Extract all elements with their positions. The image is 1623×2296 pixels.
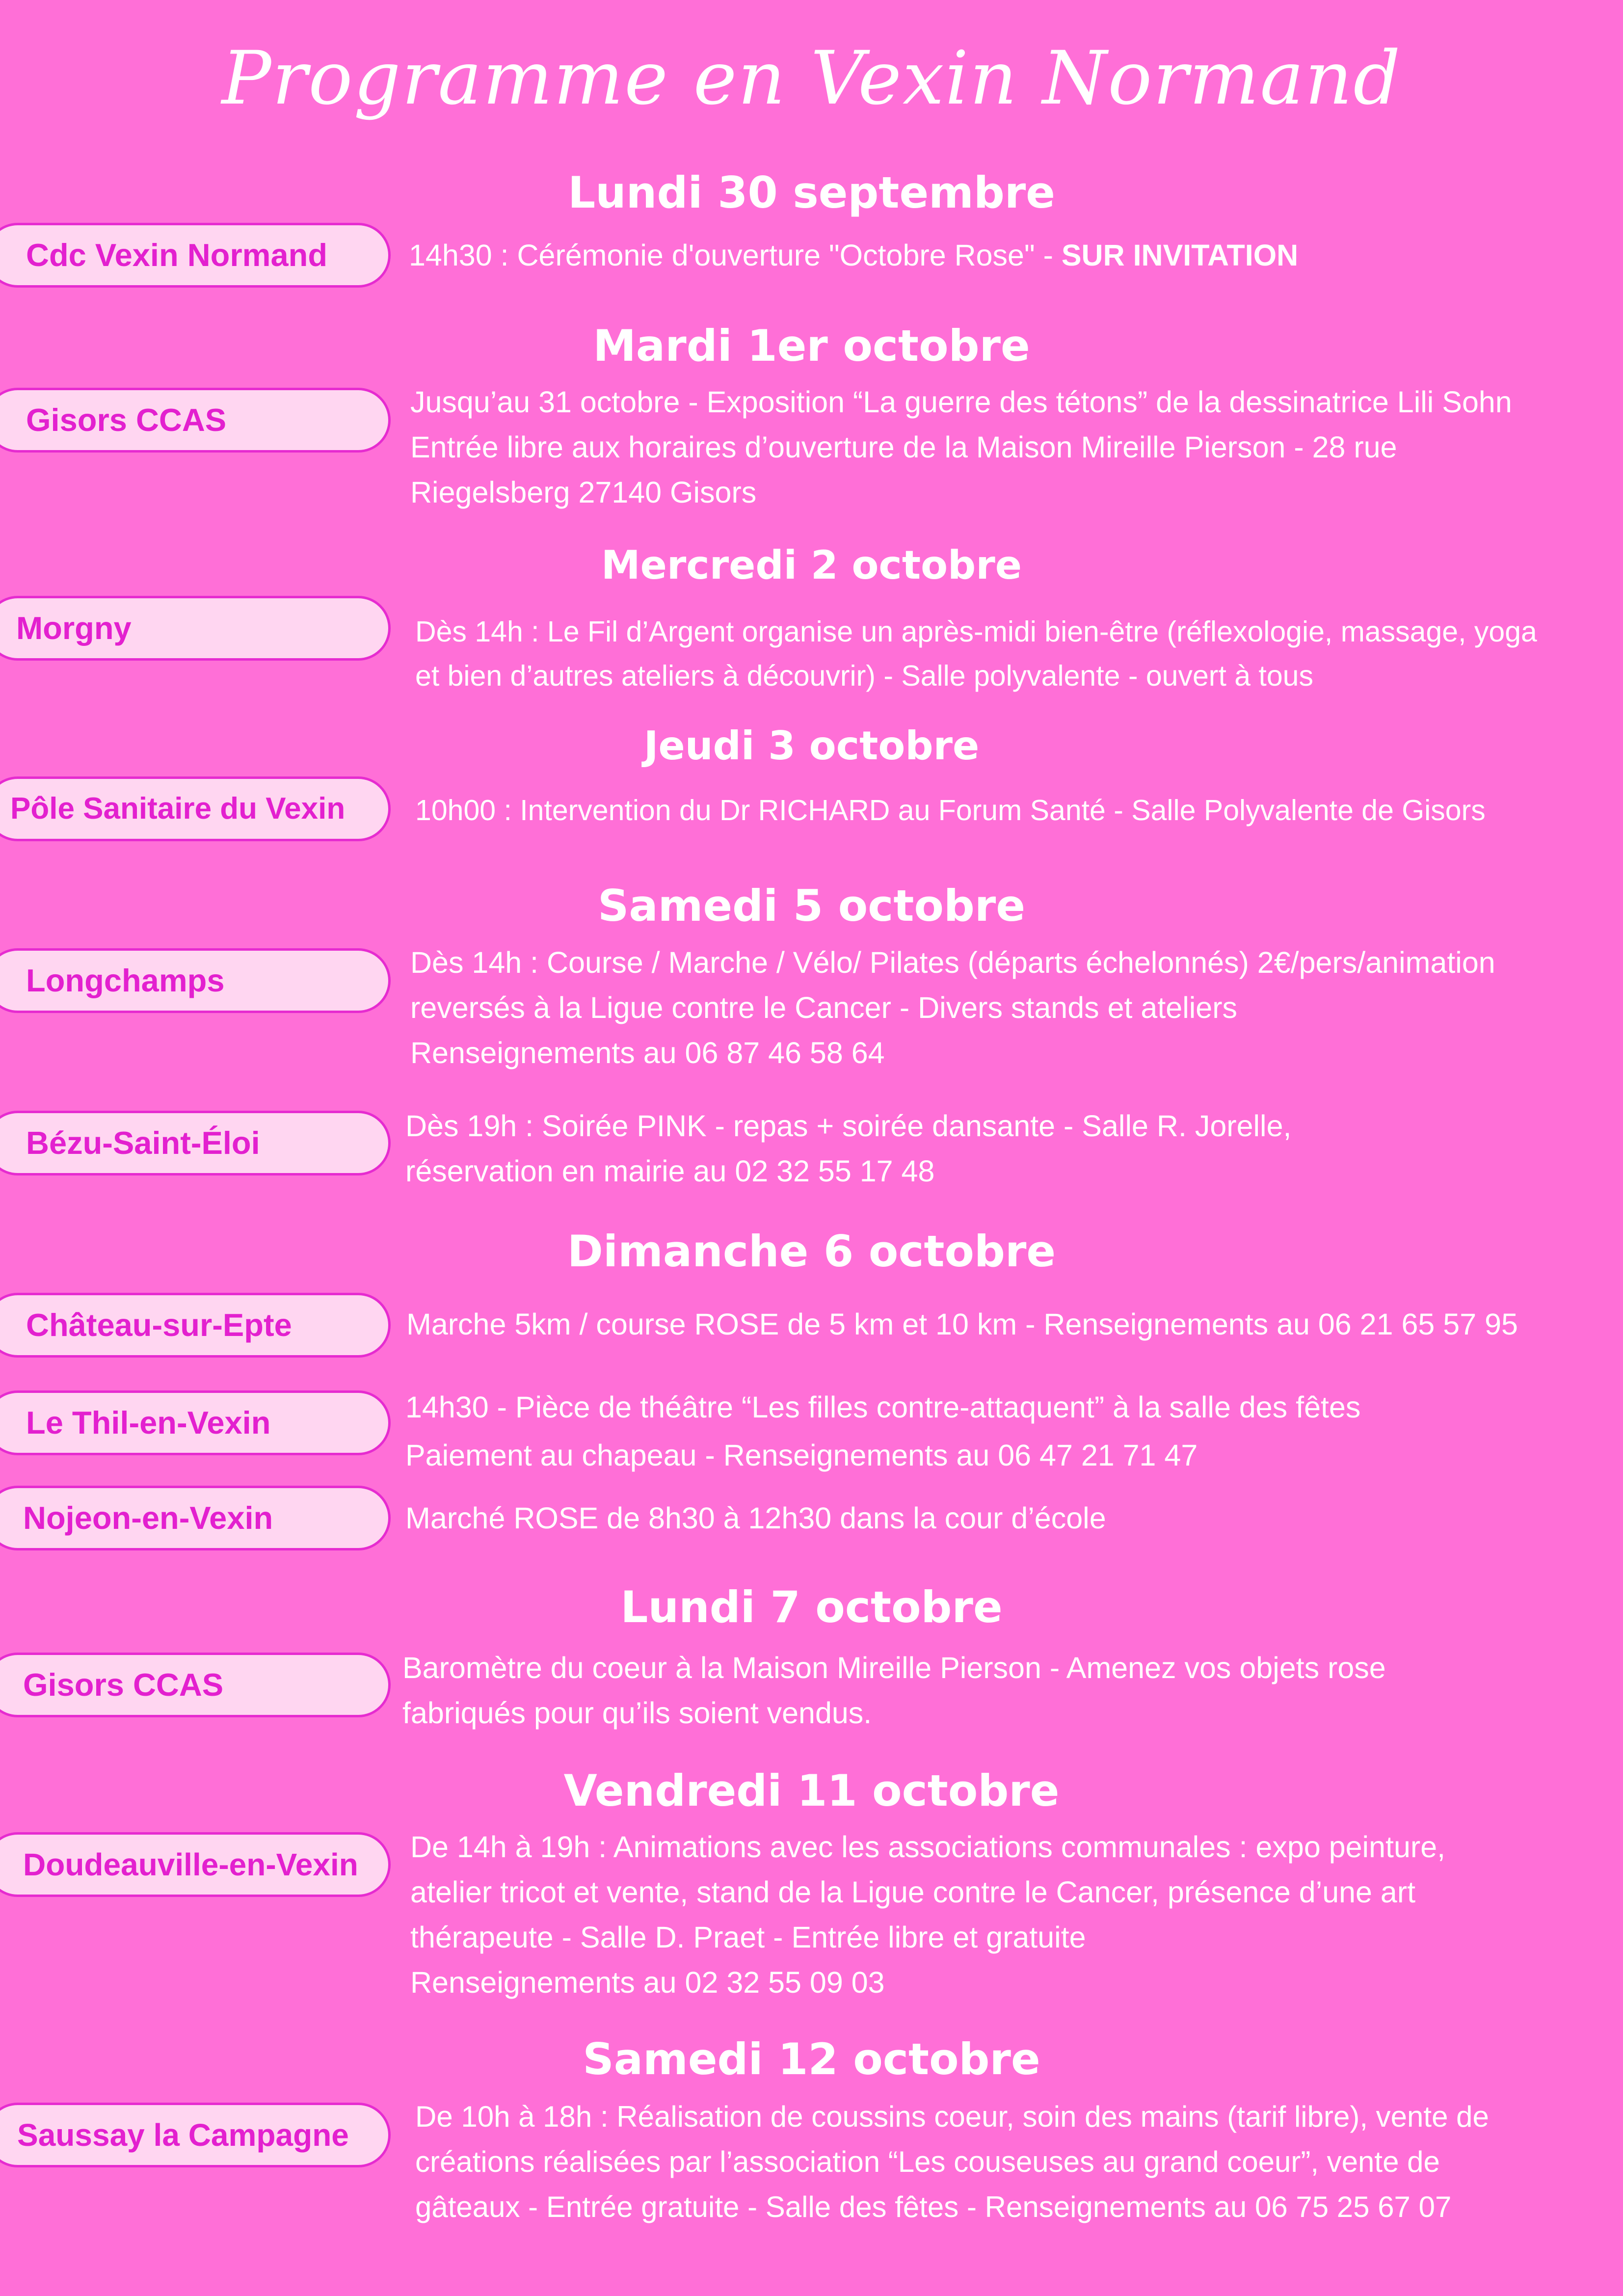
- event-description: [410, 940, 1495, 1075]
- event-line: Baromètre du coeur à la Maison Mireille Pierson - Amenez vos objets rose: [402, 1651, 1386, 1684]
- event-line: 10h00 : Intervention du Dr RICHARD au Forum Santé - Salle Polyvalente de Gisors: [415, 794, 1486, 827]
- event-description: [406, 1302, 1518, 1347]
- date-heading: Dimanche 6 octobre: [567, 1226, 1056, 1277]
- date-heading: Lundi 30 septembre: [568, 167, 1055, 218]
- event-description: [410, 1824, 1445, 2005]
- date-heading: Jeudi 3 octobre: [643, 723, 980, 769]
- event-line: réservation en mairie au 02 32 55 17 48: [405, 1154, 935, 1188]
- event-line: gâteaux - Entrée gratuite - Salle des fêtes - Renseignements au 06 75 25 67 07: [415, 2190, 1452, 2223]
- event-line: atelier tricot et vente, stand de la Ligue contre le Cancer, présence d’une art: [410, 1875, 1416, 1909]
- place-badge: Château-sur-Epte: [0, 1293, 391, 1358]
- event-line: De 10h à 18h : Réalisation de coussins coeur, soin des mains (tarif libre), vente de: [415, 2100, 1489, 2133]
- event-line: Marché ROSE de 8h30 à 12h30 dans la cour d’école: [405, 1501, 1106, 1535]
- event-line: Renseignements au 02 32 55 09 03: [410, 1966, 885, 1999]
- event-line: Marche 5km / course ROSE de 5 km et 10 km - Renseignements au 06 21 65 57 95: [406, 1308, 1518, 1341]
- event-line: reversés à la Ligue contre le Cancer - Divers stands et ateliers: [410, 991, 1238, 1024]
- event-line: 14h30 - Pièce de théâtre “Les filles contre-attaquent” à la salle des fêtes: [405, 1390, 1361, 1424]
- place-badge: Gisors CCAS: [0, 388, 391, 453]
- event-line: Jusqu’au 31 octobre - Exposition “La guerre des tétons” de la dessinatrice Lili Sohn: [410, 385, 1512, 419]
- date-heading: Samedi 12 octobre: [583, 2034, 1040, 2084]
- event-line: thérapeute - Salle D. Praet - Entrée libre et gratuite: [410, 1921, 1086, 1954]
- event-description: [415, 2094, 1489, 2230]
- place-badge: Longchamps: [0, 948, 391, 1013]
- event-line: De 14h à 19h : Animations avec les associations communales : expo peinture,: [410, 1830, 1446, 1864]
- date-heading: Lundi 7 octobre: [620, 1582, 1003, 1632]
- place-badge: Cdc Vexin Normand: [0, 223, 391, 288]
- event-line: Renseignements au 06 87 46 58 64: [410, 1036, 885, 1069]
- event-line: Dès 19h : Soirée PINK - repas + soirée dansante - Salle R. Jorelle,: [405, 1109, 1292, 1143]
- event-description: [409, 233, 1298, 278]
- date-heading: Samedi 5 octobre: [597, 881, 1026, 931]
- place-badge: Nojeon-en-Vexin: [0, 1486, 391, 1550]
- event-line: fabriqués pour qu’ils soient vendus.: [402, 1696, 872, 1730]
- event-line: 14h30 : Cérémonie d'ouverture "Octobre Rose" - SUR INVITATION: [409, 239, 1299, 272]
- date-heading: Vendredi 11 octobre: [563, 1765, 1060, 1816]
- event-line: Riegelsberg 27140 Gisors: [410, 476, 757, 509]
- place-badge: Pôle Sanitaire du Vexin: [0, 776, 391, 841]
- event-description: [415, 788, 1486, 833]
- event-description: [415, 610, 1537, 698]
- invitation-emphasis: SUR INVITATION: [1061, 239, 1299, 272]
- event-line: et bien d’autres ateliers à découvrir) - Salle polyvalente - ouvert à tous: [415, 660, 1313, 692]
- event-line: Dès 14h : Course / Marche / Vélo/ Pilates (départs échelonnés) 2€/pers/animation: [410, 946, 1495, 979]
- date-heading: Mercredi 2 octobre: [601, 542, 1022, 588]
- place-badge: Doudeauville-en-Vexin: [0, 1832, 391, 1897]
- event-line: Dès 14h : Le Fil d’Argent organise un après-midi bien-être (réflexologie, massage, yoga: [415, 615, 1537, 648]
- event-description: [410, 379, 1512, 515]
- event-description: [402, 1645, 1386, 1735]
- event-line: Paiement au chapeau - Renseignements au 06 47 21 71 47: [405, 1439, 1198, 1472]
- event-description: [405, 1103, 1292, 1194]
- event-description: [405, 1383, 1360, 1479]
- event-line: créations réalisées par l’association “Les couseuses au grand coeur”, vente de: [415, 2145, 1440, 2178]
- event-line: Entrée libre aux horaires d’ouverture de la Maison Mireille Pierson - 28 rue: [410, 430, 1397, 464]
- page-title: Programme en Vexin Normand: [221, 36, 1402, 121]
- place-badge: Bézu-Saint-Éloi: [0, 1111, 391, 1175]
- date-heading: Mardi 1er octobre: [593, 320, 1030, 371]
- place-badge: Saussay la Campagne: [0, 2103, 391, 2167]
- place-badge: Le Thil-en-Vexin: [0, 1390, 391, 1455]
- place-badge: Morgny: [0, 596, 391, 661]
- place-badge: Gisors CCAS: [0, 1653, 391, 1717]
- event-description: [405, 1495, 1106, 1541]
